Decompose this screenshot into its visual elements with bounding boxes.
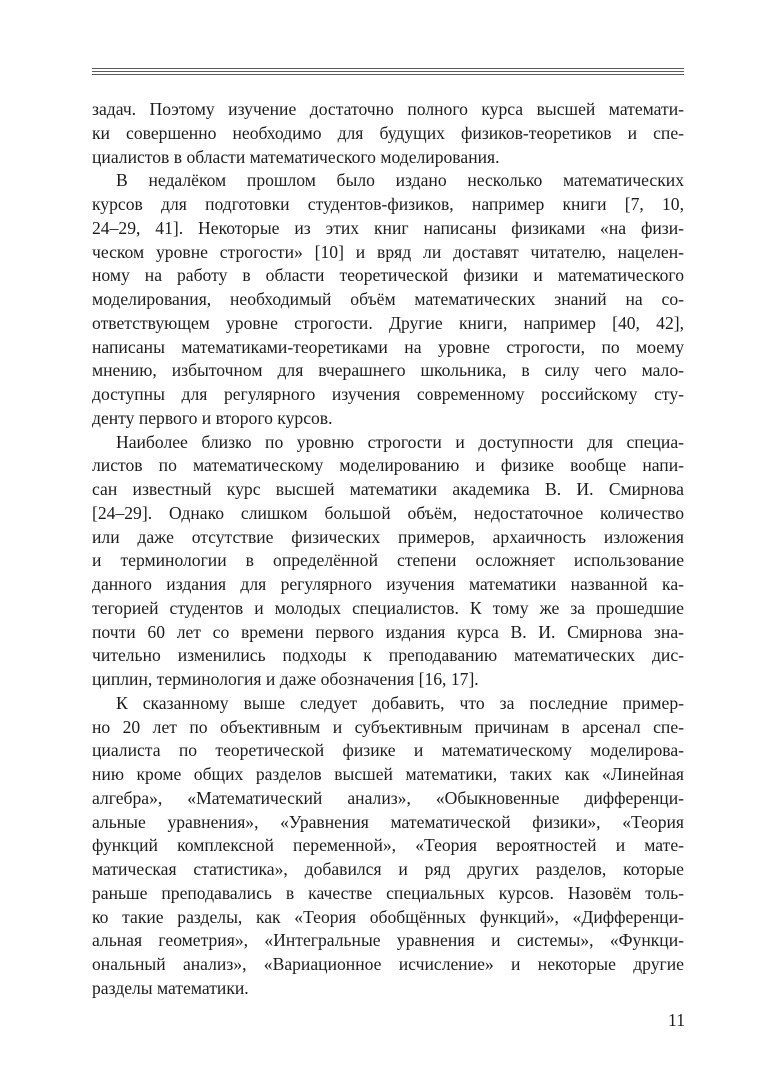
header-rule-line <box>92 71 684 72</box>
text-line: сан известный курс высшей математики академика В. И. Смирнова <box>92 479 684 499</box>
text-line: Наиболее близко по уровню строгости и доступности для специа- <box>116 431 684 452</box>
paragraph <box>92 169 684 430</box>
text-line: или даже отсутствие физических примеров, архаичность изложения <box>92 526 684 547</box>
header-rule-line <box>92 74 684 75</box>
text-line: ональный анализ», «Вариационное исчисление» и некоторые другие <box>92 954 684 974</box>
text-line: и терминологии в определённой степени осложняет использование <box>92 550 684 571</box>
text-line: задач. Поэтому изучение достаточно полного курса высшей математи- <box>92 99 684 119</box>
text-line: В недалёком прошлом было издано несколько математических <box>116 170 684 191</box>
text-line: доступны для регулярного изучения современному российскому сту- <box>92 384 684 404</box>
text-line: матическая статистика», добавился и ряд других разделов, которые <box>92 859 684 879</box>
text-line: моделирования, необходимый объём математических знаний на со- <box>92 289 684 309</box>
text-line: ному на работу в области теоретической физики и математического <box>92 265 684 286</box>
text-line: 24–29, 41]. Некоторые из этих книг написаны физиками «на физи- <box>92 217 684 238</box>
text-line: раньше преподавались в качестве специальных курсов. Назовём толь- <box>92 882 684 903</box>
text-line: разделы математики. <box>92 977 249 998</box>
text-line: К сказанному выше следует добавить, что за последние пример- <box>116 692 684 713</box>
text-line: функций комплексной переменной», «Теория вероятностей и мате- <box>92 835 684 856</box>
text-line: циплин, терминология и даже обозначения [16, 17]. <box>92 669 479 689</box>
header-rule <box>92 68 684 76</box>
body-text <box>92 98 684 1001</box>
header-rule-line <box>92 68 684 69</box>
text-line: альные уравнения», «Уравнения математической физики», «Теория <box>92 811 684 832</box>
page-number: 11 <box>668 1010 685 1030</box>
text-line: чительно изменились подходы к преподаванию математических дис- <box>92 645 684 666</box>
paragraph <box>92 692 684 1001</box>
paragraph-container <box>92 98 684 1001</box>
text-line: тегорией студентов и молодых специалистов. К тому же за прошедшие <box>92 597 684 618</box>
text-line: но 20 лет по объективным и субъективным причинам в арсенал спе- <box>92 716 684 737</box>
text-line: мнению, избыточном для вчерашнего школьника, в силу чего мало- <box>92 360 684 381</box>
paragraph <box>92 431 684 692</box>
paragraph <box>92 98 684 169</box>
text-line: данного издания для регулярного изучения математики названной ка- <box>92 574 684 594</box>
text-line: ки совершенно необходимо для будущих физиков-теоретиков и спе- <box>92 122 684 143</box>
text-line: написаны математиками-теоретиками на уровне строгости, по моему <box>92 336 684 357</box>
text-line: денту первого и второго курсов. <box>92 407 333 428</box>
text-line: ответствующем уровне строгости. Другие книги, например [40, 42], <box>92 312 684 333</box>
text-line: циалиста по теоретической физике и математическому моделирова- <box>92 740 684 761</box>
text-line: циалистов в области математического моделирования. <box>92 146 500 167</box>
text-line: [24–29]. Однако слишком большой объём, недостаточное количество <box>92 502 684 523</box>
text-line: ческом уровне строгости» [10] и вряд ли доставят читателю, нацелен- <box>92 241 684 262</box>
text-line: альная геометрия», «Интегральные уравнения и системы», «Функци- <box>92 930 684 951</box>
text-line: почти 60 лет со времени первого издания курса В. И. Смирнова зна- <box>92 621 684 642</box>
text-line: курсов для подготовки студентов-физиков, например книги [7, 10, <box>92 194 684 214</box>
text-line: нию кроме общих разделов высшей математики, таких как «Линейная <box>92 764 684 784</box>
text-line: ко такие разделы, как «Теория обобщённых функций», «Дифференци- <box>92 906 684 927</box>
text-line: алгебра», «Математический анализ», «Обыкновенные дифференци- <box>92 787 684 808</box>
text-line: листов по математическому моделированию и физике вообще напи- <box>92 455 684 476</box>
